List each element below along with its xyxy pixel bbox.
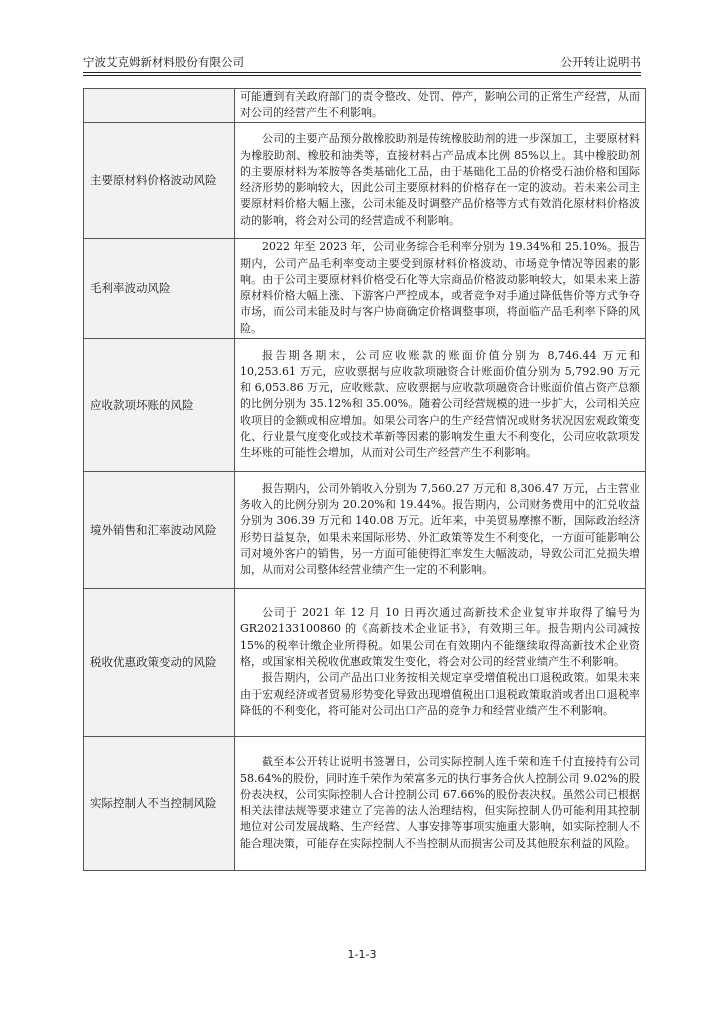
risk-name-cell: 主要原材料价格波动风险	[84, 122, 235, 238]
risk-description-cell	[235, 238, 646, 338]
risk-name-cell: 境外销售和汇率波动风险	[84, 471, 235, 588]
header-rule	[83, 75, 641, 76]
risk-description-cell	[235, 588, 646, 736]
risk-name-cell	[84, 89, 235, 123]
risk-name-cell: 毛利率波动风险	[84, 238, 235, 338]
risk-name-cell: 税收优惠政策变动的风险	[84, 588, 235, 736]
risk-paragraph: 公司于 2021 年 12 月 10 日再次通过高新技术企业复审并取得了编号为 GR202133100860 的《高新技术企业证书》，有效期三年。报告期内公司减按 15%的税率计缴企业所得税。如果公司在有效期内不能继续取得高新技术企业资格，或国家相关税收优惠政策发生变化，将会对公司的经营业绩产生不利影响。	[240, 606, 640, 668]
table-row	[84, 122, 646, 238]
document-title: 公开转让说明书	[560, 55, 641, 69]
table-row	[84, 338, 646, 471]
table-row	[84, 736, 646, 870]
risk-description-cell	[235, 471, 646, 588]
risk-name-cell: 应收款项坏账的风险	[84, 338, 235, 471]
risk-paragraph: 公司的主要产品预分散橡胶助剂是传统橡胶助剂的进一步深加工，主要原材料为橡胶助剂、橡胶和油类等，直接材料占产品成本比例 85%以上。其中橡胶助剂的主要原材料为苯胺等各类基础化工品，由于基础化工品的价格受石油价格和国际经济形势的影响较大，因此公司主要原材料的价格存在一定的波动。若未来公司主要原材料价格大幅上涨，公司未能及时调整产品价格等方式有效消化原材料价格波动的影响，将会对公司的经营造成不利影响。	[240, 132, 640, 227]
risk-paragraph: 截至本公开转让说明书签署日，公司实际控制人连千荣和连千付直接持有公司 58.64%的股份，同时连千荣作为荣富多元的执行事务合伙人控制公司 9.02%的股份表决权，公司实际控制人合计控制公司 67.66%的股份表决权。虽然公司已根据相关法律法规等要求建立了完善的法人治理结构，但实际控制人仍可能利用其控制地位对公司发展战略、生产经营、人事安排等事项实施重大影响，如实际控制人不能合理决策，可能存在实际控制人不当控制从而损害公司及其他股东利益的风险。	[240, 755, 640, 850]
table-row	[84, 471, 646, 588]
table-row	[84, 89, 646, 123]
risk-paragraph: 2022 年至 2023 年，公司业务综合毛利率分别为 19.34%和 25.10%。报告期内，公司产品毛利率变动主要受到原材料价格波动、市场竞争情况等因素的影响。由于公司主要原材料价格受石化等大宗商品价格波动影响较大，如果未来上游原材料价格大幅上涨、下游客户严控成本，或者竞争对手通过降低售价等方式争夺市场，而公司未能及时与客户协商确定价格调整事项，将面临产品毛利率下降的风险。	[240, 240, 640, 335]
risk-description-cell	[235, 122, 646, 238]
risk-description-cell	[235, 338, 646, 471]
risk-description-cell	[235, 89, 646, 123]
table-row	[84, 238, 646, 338]
company-name: 宁波艾克姆新材料股份有限公司	[83, 55, 244, 69]
risk-paragraph: 报告期内，公司外销收入分别为 7,560.27 万元和 8,306.47 万元，占主营业务收入的比例分别为 20.20%和 19.44%。报告期内，公司财务费用中的汇兑收益分别为 306.39 万元和 140.08 万元。近年来，中美贸易摩擦不断，国际政治经济形势日益复杂，如果未来国际形势、外汇政策等发生不利变化，一方面可能影响公司对境外客户的销售，另一方面可能使得汇率发生大幅波动，导致公司汇兑损失增加，从而对公司整体经营业绩产生一定的不利影响。	[240, 481, 640, 577]
page-number: 1-1-3	[347, 948, 377, 961]
page-header	[83, 50, 641, 73]
risk-paragraph: 报告期各期末，公司应收账款的账面价值分别为 8,746.44 万元和 10,253.61 万元，应收票据与应收款项融资合计账面价值分别为 5,792.90 万元和 6,053.86 万元，应收账款、应收票据与应收款项融资合计账面价值占资产总额的比例分别为 35.12%和 35.00%。随着公司经营规模的进一步扩大，公司相关应收项目的金额或相应增加。如果公司客户的生产经营情况或财务状况因宏观政策变化、行业景气度变化或技术革新等因素的影响发生重大不利变化，公司应收款项发生坏账的可能性会增加，从而对公司生产经营产生不利影响。	[240, 348, 640, 460]
risk-description-cell	[235, 736, 646, 870]
table-row	[84, 588, 646, 736]
risk-name-cell: 实际控制人不当控制风险	[84, 736, 235, 870]
risk-paragraph: 可能遭到有关政府部门的责令整改、处罚、停产，影响公司的正常生产经营，从而对公司的经营产生不利影响。	[240, 90, 640, 120]
risk-factor-table	[83, 88, 646, 871]
risk-paragraph: 报告期内，公司产品出口业务按相关规定享受增值税出口退税政策。如果未来由于宏观经济或者贸易形势变化导致出现增值税出口退税政策取消或者出口退税率降低的不利变化，将可能对公司出口产品的竞争力和经营业绩产生不利影响。	[240, 671, 640, 717]
